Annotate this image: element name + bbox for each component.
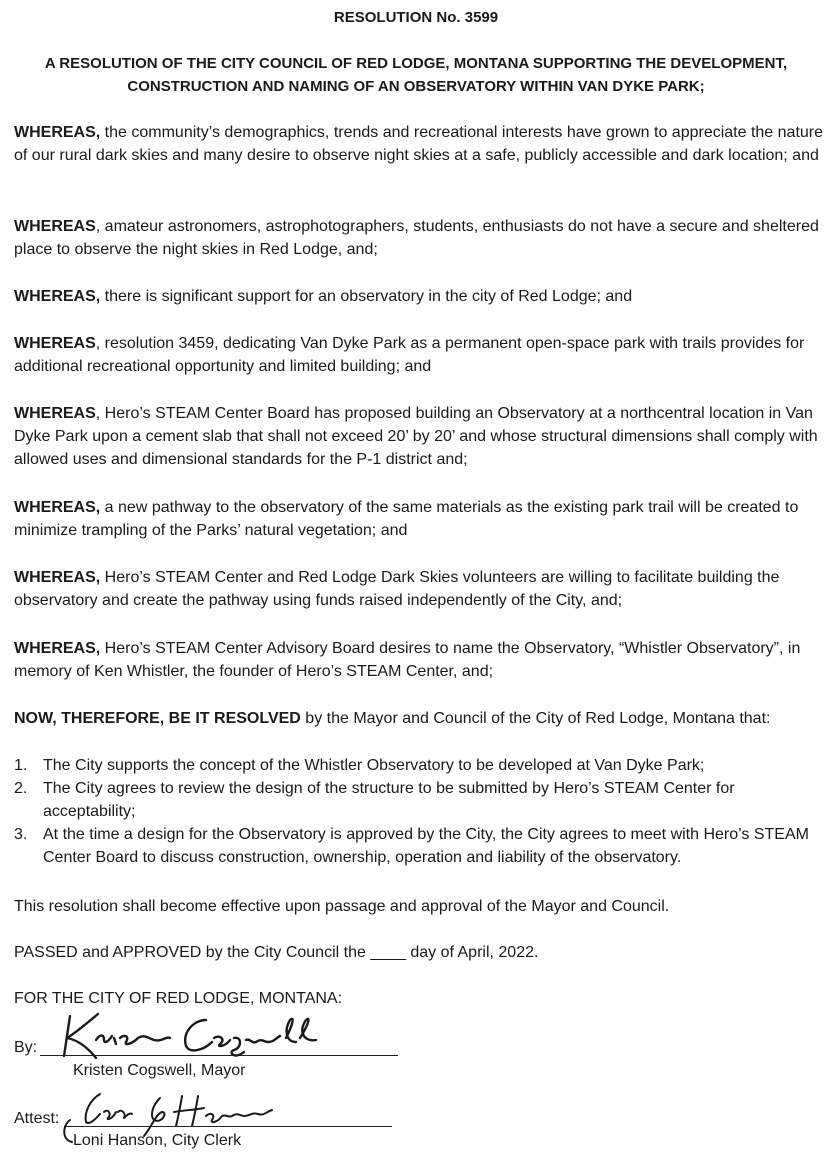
list-item bbox=[14, 823, 826, 869]
whereas-text: , amateur astronomers, astrophotographers, students, enthusiasts do not have a secure and sheltered place to observe the night skies in Red Lodge, and; bbox=[14, 218, 819, 258]
whereas-text: Hero’s STEAM Center Advisory Board desires to name the Observatory, “Whistler Observatory”, in memory of Ken Whistler, the founder of Hero’s STEAM Center, and; bbox=[14, 640, 801, 680]
whereas-lead: WHEREAS, bbox=[14, 499, 101, 516]
whereas-lead: WHEREAS bbox=[14, 335, 96, 352]
item-number: 2. bbox=[14, 780, 28, 797]
item-number: 1. bbox=[14, 757, 28, 774]
whereas-text: a new pathway to the observatory of the same materials as the existing park trail will be created to minimize trampling of the Parks’ natural vegetation; and bbox=[14, 499, 799, 539]
whereas-clause bbox=[14, 215, 826, 261]
resolution-items bbox=[14, 754, 826, 869]
resolution-title-line-1: A RESOLUTION OF THE CITY COUNCIL OF RED LODGE, MONTANA SUPPORTING THE DEVELOPMENT, bbox=[44, 55, 788, 72]
whereas-text: there is significant support for an observatory in the city of Red Lodge; and bbox=[100, 288, 633, 305]
resolved-lead: NOW, THEREFORE, BE IT RESOLVED bbox=[14, 710, 301, 727]
whereas-text: , Hero’s STEAM Center Board has proposed building an Observatory at a northcentral location in Van Dyke Park upon a cement slab that shall not exceed 20’ by 20’ and whose structural dimensions shall comply with allowed uses and dimensional standards for the P-1 district and; bbox=[14, 405, 818, 468]
mayor-signature-image bbox=[58, 1008, 320, 1064]
city-heading: FOR THE CITY OF RED LODGE, MONTANA: bbox=[14, 990, 343, 1007]
effective-statement: This resolution shall become effective upon passage and approval of the Mayor and Council. bbox=[14, 898, 670, 915]
resolved-text: by the Mayor and Council of the City of Red Lodge, Montana that: bbox=[300, 710, 771, 727]
whereas-clause bbox=[14, 566, 826, 612]
whereas-clause bbox=[14, 285, 826, 308]
whereas-lead: WHEREAS, bbox=[14, 569, 101, 586]
whereas-lead: WHEREAS bbox=[14, 218, 96, 235]
whereas-clause bbox=[14, 332, 826, 378]
resolution-number: RESOLUTION No. 3599 bbox=[333, 9, 499, 26]
whereas-text: Hero’s STEAM Center and Red Lodge Dark Skies volunteers are willing to facilitate building the observatory and create the pathway using funds raised independently of the City, and; bbox=[14, 569, 780, 609]
passed-statement: PASSED and APPROVED by the City Council the ____ day of April, 2022. bbox=[14, 944, 539, 961]
whereas-lead: WHEREAS, bbox=[14, 640, 101, 657]
whereas-clause bbox=[14, 402, 826, 471]
item-text: The City agrees to review the design of the structure to be submitted by Hero’s STEAM Center for acceptability; bbox=[43, 780, 735, 820]
resolved-clause bbox=[14, 707, 826, 730]
whereas-clause bbox=[14, 121, 826, 167]
whereas-clause bbox=[14, 496, 826, 542]
whereas-text: , resolution 3459, dedicating Van Dyke Park as a permanent open-space park with trails provides for additional recreational opportunity and limited building; and bbox=[14, 335, 805, 375]
whereas-lead: WHEREAS, bbox=[14, 124, 101, 141]
item-number: 3. bbox=[14, 826, 28, 843]
attest-label: Attest: bbox=[14, 1110, 60, 1127]
by-label: By: bbox=[14, 1039, 38, 1056]
mayor-name: Kristen Cogswell, Mayor bbox=[73, 1062, 246, 1079]
item-text: At the time a design for the Observatory is approved by the City, the City agrees to meet with Hero’s STEAM Center Board to discuss construction, ownership, operation and liability of the observatory. bbox=[43, 826, 809, 866]
resolution-title-line-2: CONSTRUCTION AND NAMING OF AN OBSERVATORY WITHIN VAN DYKE PARK; bbox=[127, 78, 705, 95]
list-item bbox=[14, 754, 826, 777]
whereas-lead: WHEREAS, bbox=[14, 288, 101, 305]
list-item bbox=[14, 777, 826, 823]
whereas-text: the community’s demographics, trends and recreational interests have grown to appreciate the nature of our rural dark skies and many desire to observe night skies at a safe, publicly accessible and dark location; and bbox=[14, 124, 824, 164]
whereas-clause bbox=[14, 637, 826, 683]
item-text: The City supports the concept of the Whistler Observatory to be developed at Van Dyke Park; bbox=[43, 757, 705, 774]
whereas-lead: WHEREAS bbox=[14, 405, 96, 422]
clerk-name: Loni Hanson, City Clerk bbox=[73, 1132, 242, 1149]
